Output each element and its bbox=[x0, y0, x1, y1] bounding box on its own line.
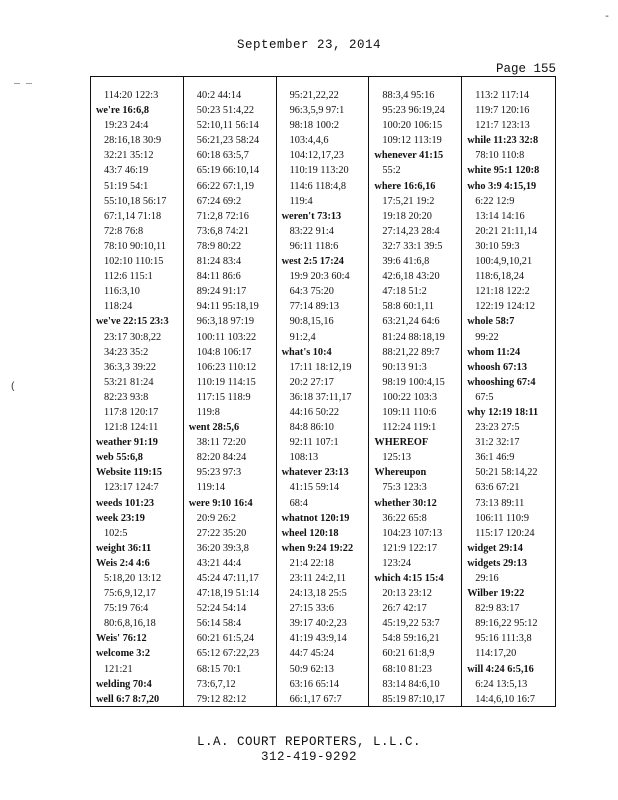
index-page-refs: 114:17,20 bbox=[475, 648, 517, 660]
index-page-refs: 109:11 110:6 bbox=[382, 406, 437, 418]
index-page-refs: 88:3,4 95:16 bbox=[382, 90, 435, 101]
index-headword: what's 10:4 bbox=[281, 346, 332, 358]
index-page-refs: 68:10 81:23 bbox=[382, 663, 432, 675]
index-page-refs: 95:23 97:3 bbox=[196, 467, 242, 479]
index-page-refs: 100:4,9,10,21 bbox=[475, 256, 533, 268]
index-headword: whom 11:24 bbox=[467, 346, 521, 358]
index-page-refs: 89:24 91:17 bbox=[196, 286, 247, 298]
index-headword: who 3:9 4:15,19 bbox=[467, 180, 537, 192]
index-page-refs: 36:20 39:3,8 bbox=[196, 542, 249, 554]
index-column-4 bbox=[369, 77, 462, 706]
index-column-3 bbox=[277, 77, 370, 706]
index-page-refs: 73:6,8 74:21 bbox=[196, 225, 249, 237]
index-page-refs: 118:6,18,24 bbox=[475, 271, 525, 283]
index-headword: were 9:10 16:4 bbox=[188, 497, 253, 509]
index-headword: weight 36:11 bbox=[96, 542, 152, 554]
index-page-refs: 98:19 100:4,15 bbox=[382, 376, 445, 388]
index-page-refs: 121:7 123:13 bbox=[475, 120, 530, 132]
index-page-refs: 83:22 91:4 bbox=[289, 225, 334, 237]
index-page-refs: 36:1 46:9 bbox=[475, 452, 515, 464]
index-page-refs: 38:11 72:20 bbox=[196, 437, 246, 449]
index-headword: will 4:24 6:5,16 bbox=[467, 663, 534, 675]
index-page-refs: 52:24 54:14 bbox=[196, 603, 247, 615]
index-page-refs: 50:9 62:13 bbox=[289, 663, 334, 675]
index-page-refs: 95:23 96:19,24 bbox=[382, 105, 445, 117]
index-page-refs: 39:6 41:6,8 bbox=[382, 256, 430, 268]
index-headword: whatever 23:13 bbox=[281, 467, 349, 479]
index-page-refs: 73:6,7,12 bbox=[196, 678, 236, 690]
index-page-refs: 113:2 117:14 bbox=[475, 90, 530, 101]
index-page-refs: 92:11 107:1 bbox=[289, 437, 339, 449]
index-headword: welding 70:4 bbox=[96, 678, 152, 690]
index-headword: web 55:6,8 bbox=[96, 452, 143, 464]
index-page-refs: 29:16 bbox=[475, 573, 499, 584]
index-column-1 bbox=[91, 77, 184, 706]
index-page-refs: 19:18 20:20 bbox=[382, 210, 432, 222]
index-page-refs: 96:3,18 97:19 bbox=[196, 316, 255, 328]
index-page-refs: 78:10 90:10,11 bbox=[104, 240, 166, 252]
index-page-refs: 60:18 63:5,7 bbox=[196, 150, 249, 162]
index-page-refs: 78:9 80:22 bbox=[196, 240, 242, 252]
index-page-refs: 14:4,6,10 16:7 bbox=[475, 693, 535, 705]
page-number: Page 155 bbox=[496, 62, 557, 76]
index-page-refs: 28:16,18 30:9 bbox=[104, 135, 162, 147]
index-page-refs: 81:24 88:18,19 bbox=[382, 331, 445, 343]
index-page-refs: 27:22 35:20 bbox=[196, 527, 247, 539]
index-page-refs: 6:22 12:9 bbox=[475, 195, 515, 207]
index-headword: widgets 29:13 bbox=[467, 557, 527, 569]
index-page-refs: 41:19 43:9,14 bbox=[289, 633, 347, 645]
index-column-5 bbox=[462, 77, 555, 706]
index-page-refs: 32:7 33:1 39:5 bbox=[382, 240, 443, 252]
index-page-refs: 102:5 bbox=[104, 527, 128, 539]
index-headword: Website 119:15 bbox=[96, 467, 163, 479]
index-headword: Weis' 76:12 bbox=[96, 633, 147, 645]
index-page-refs: 117:15 118:9 bbox=[196, 391, 251, 403]
index-page-refs: 17:5,21 19:2 bbox=[382, 195, 435, 207]
index-page-refs: 104:23 107:13 bbox=[382, 527, 443, 539]
index-page-refs: 84:8 86:10 bbox=[289, 422, 334, 434]
index-page-refs: 108:13 bbox=[289, 452, 319, 464]
index-page-refs: 115:17 120:24 bbox=[475, 527, 535, 539]
index-page-refs: 68:15 70:1 bbox=[196, 663, 242, 675]
index-page-refs: 118:24 bbox=[104, 301, 133, 313]
index-headword: we've 22:15 23:3 bbox=[96, 316, 169, 328]
index-headword: Wilber 19:22 bbox=[467, 588, 525, 600]
index-page-refs: 100:20 106:15 bbox=[382, 120, 443, 132]
index-headword: when 9:24 19:22 bbox=[281, 542, 354, 554]
index-page-refs: 81:24 83:4 bbox=[196, 256, 242, 268]
index-page-refs: 75:3 123:3 bbox=[382, 482, 427, 494]
index-page-refs: 103:4,4,6 bbox=[289, 135, 329, 147]
index-page-refs: 20:9 26:2 bbox=[196, 512, 236, 524]
index-page-refs: 36:22 65:8 bbox=[382, 512, 427, 524]
index-headword: wheel 120:18 bbox=[281, 527, 339, 539]
index-page-refs: 67:24 69:2 bbox=[196, 195, 242, 207]
index-page-refs: 73:13 89:11 bbox=[475, 497, 525, 509]
index-page-refs: 116:3,10 bbox=[104, 286, 140, 298]
index-page-refs: 123:24 bbox=[382, 557, 411, 569]
index-page-refs: 19:9 20:3 60:4 bbox=[289, 271, 350, 283]
index-page-refs: 88:21,22 89:7 bbox=[382, 346, 440, 358]
index-page-refs: 112:24 119:1 bbox=[382, 422, 437, 434]
index-headword: weeds 101:23 bbox=[96, 497, 155, 509]
index-page-refs: 104:8 106:17 bbox=[196, 346, 252, 358]
index-page-refs: 60:21 61:5,24 bbox=[196, 633, 255, 645]
index-page-refs: 65:12 67:22,23 bbox=[196, 648, 260, 660]
index-page-refs: 36:3,3 39:22 bbox=[104, 361, 157, 373]
index-page-refs: 58:8 60:1,11 bbox=[382, 301, 435, 313]
index-page-refs: 119:7 120:16 bbox=[475, 105, 530, 117]
index-page-refs: 106:23 110:12 bbox=[196, 361, 257, 373]
index-page-refs: 47:18,19 51:14 bbox=[196, 588, 260, 600]
index-page-refs: 96:11 118:6 bbox=[289, 240, 339, 252]
index-headword: went 28:5,6 bbox=[188, 422, 240, 434]
index-page-refs: 98:18 100:2 bbox=[289, 120, 340, 132]
index-page-refs: 52:10,11 56:14 bbox=[196, 120, 259, 132]
index-page-refs: 55:2 bbox=[382, 165, 401, 177]
index-page-refs: 68:4 bbox=[289, 497, 308, 509]
index-headword: which 4:15 15:4 bbox=[374, 573, 444, 584]
index-page-refs: 45:19,22 53:7 bbox=[382, 618, 440, 630]
index-page-refs: 83:14 84:6,10 bbox=[382, 678, 440, 690]
index-page-refs: 94:11 95:18,19 bbox=[196, 301, 259, 313]
index-headword: weren't 73:13 bbox=[281, 210, 342, 222]
index-page-refs: 43:21 44:4 bbox=[196, 557, 242, 569]
index-page-refs: 19:23 24:4 bbox=[104, 120, 149, 132]
index-page-refs: 106:11 110:9 bbox=[475, 512, 530, 524]
index-page-refs: 43:7 46:19 bbox=[104, 165, 149, 177]
index-headword: widget 29:14 bbox=[467, 542, 523, 554]
index-page-refs: 72:8 76:8 bbox=[104, 225, 144, 237]
index-page-refs: 67:5 bbox=[475, 391, 494, 403]
index-page-refs: 6:24 13:5,13 bbox=[475, 678, 528, 690]
index-page-refs: 44:16 50:22 bbox=[289, 406, 340, 418]
index-page-refs: 84:11 86:6 bbox=[196, 271, 241, 283]
index-page-refs: 23:23 27:5 bbox=[475, 422, 520, 434]
index-page-refs: 55:10,18 56:17 bbox=[104, 195, 167, 207]
index-page-refs: 110:19 113:20 bbox=[289, 165, 349, 177]
index-page-refs: 63:16 65:14 bbox=[289, 678, 340, 690]
index-page-refs: 114:20 122:3 bbox=[104, 90, 159, 101]
margin-mark: _ _ bbox=[14, 76, 33, 87]
index-page-refs: 63:6 67:21 bbox=[475, 482, 520, 494]
index-page-refs: 102:10 110:15 bbox=[104, 256, 164, 268]
footer-company: L.A. COURT REPORTERS, L.L.C. bbox=[196, 735, 422, 749]
index-page-refs: 30:10 59:3 bbox=[475, 240, 520, 252]
index-page-refs: 110:19 114:15 bbox=[196, 376, 256, 388]
index-page-refs: 119:4 bbox=[289, 195, 313, 207]
index-page-refs: 95:21,22,22 bbox=[289, 90, 339, 101]
index-page-refs: 5:18,20 13:12 bbox=[104, 573, 162, 584]
index-page-refs: 17:11 18:12,19 bbox=[289, 361, 352, 373]
index-page-refs: 39:17 40:2,23 bbox=[289, 618, 347, 630]
index-page-refs: 66:22 67:1,19 bbox=[196, 180, 255, 192]
index-page-refs: 54:8 59:16,21 bbox=[382, 633, 440, 645]
index-page-refs: 36:18 37:11,17 bbox=[289, 391, 352, 403]
index-page-refs: 26:7 42:17 bbox=[382, 603, 427, 615]
index-page-refs: 121:8 124:11 bbox=[104, 422, 159, 434]
index-page-refs: 79:12 82:12 bbox=[196, 693, 247, 705]
index-headword: Whereupon bbox=[374, 467, 427, 479]
index-page-refs: 121:18 122:2 bbox=[475, 286, 530, 298]
index-page-refs: 20:13 23:12 bbox=[382, 588, 432, 600]
index-page-refs: 80:6,8,16,18 bbox=[104, 618, 156, 630]
index-page-refs: 112:6 115:1 bbox=[104, 271, 153, 283]
index-headword: where 16:6,16 bbox=[374, 180, 436, 192]
index-headword: weather 91:19 bbox=[96, 437, 158, 449]
index-page-refs: 77:14 89:13 bbox=[289, 301, 340, 313]
index-page-refs: 96:3,5,9 97:1 bbox=[289, 105, 345, 117]
index-headword: whenever 41:15 bbox=[374, 150, 444, 162]
index-page-refs: 45:24 47:11,17 bbox=[196, 573, 259, 584]
index-page-refs: 53:21 81:24 bbox=[104, 376, 154, 388]
index-page-refs: 89:16,22 95:12 bbox=[475, 618, 538, 630]
index-page-refs: 51:19 54:1 bbox=[104, 180, 149, 192]
index-page-refs: 82:23 93:8 bbox=[104, 391, 149, 403]
index-page-refs: 42:6,18 43:20 bbox=[382, 271, 440, 283]
index-page-refs: 56:14 58:4 bbox=[196, 618, 242, 630]
index-page-refs: 109:12 113:19 bbox=[382, 135, 442, 147]
index-headword: whooshing 67:4 bbox=[467, 376, 536, 388]
index-page-refs: 63:21,24 64:6 bbox=[382, 316, 440, 328]
index-page-refs: 24:13,18 25:5 bbox=[289, 588, 347, 600]
index-page-refs: 23:17 30:8,22 bbox=[104, 331, 162, 343]
index-page-refs: 47:18 51:2 bbox=[382, 286, 427, 298]
index-page-refs: 99:22 bbox=[475, 331, 499, 343]
index-page-refs: 100:11 103:22 bbox=[196, 331, 257, 343]
index-page-refs: 66:1,17 67:7 bbox=[289, 693, 342, 705]
index-headword: well 6:7 8:7,20 bbox=[96, 693, 160, 705]
index-page-refs: 117:8 120:17 bbox=[104, 406, 159, 418]
index-headword: why 12:19 18:11 bbox=[467, 406, 539, 418]
transcript-date: September 23, 2014 bbox=[236, 38, 382, 52]
index-page-refs: 21:4 22:18 bbox=[289, 557, 334, 569]
index-headword: whatnot 120:19 bbox=[281, 512, 350, 524]
index-page-refs: 95:16 111:3,8 bbox=[475, 633, 532, 645]
index-page-refs: 40:2 44:14 bbox=[196, 90, 242, 101]
index-column-2 bbox=[184, 77, 277, 706]
index-page-refs: 64:3 75:20 bbox=[289, 286, 334, 298]
index-page-refs: 90:13 91:3 bbox=[382, 361, 427, 373]
index-page-refs: 71:2,8 72:16 bbox=[196, 210, 249, 222]
index-page-refs: 75:6,9,12,17 bbox=[104, 588, 156, 600]
margin-mark: ( bbox=[10, 382, 17, 393]
index-headword: WHEREOF bbox=[374, 437, 429, 449]
index-page-refs: 56:21,23 58:24 bbox=[196, 135, 260, 147]
index-page-refs: 60:21 61:8,9 bbox=[382, 648, 435, 660]
index-page-refs: 67:1,14 71:18 bbox=[104, 210, 162, 222]
index-headword: west 2:5 17:24 bbox=[281, 256, 344, 268]
index-headword: whoosh 67:13 bbox=[467, 361, 527, 373]
index-page-refs: 119:8 bbox=[196, 406, 220, 418]
index-page-refs: 90:8,15,16 bbox=[289, 316, 334, 328]
index-page-refs: 65:19 66:10,14 bbox=[196, 165, 260, 177]
index-page-refs: 78:10 110:8 bbox=[475, 150, 525, 162]
index-headword: Weis 2:4 4:6 bbox=[96, 557, 150, 569]
index-page-refs: 31:2 32:17 bbox=[475, 437, 520, 449]
index-page-refs: 32:21 35:12 bbox=[104, 150, 154, 162]
margin-mark: - bbox=[604, 12, 611, 23]
index-headword: we're 16:6,8 bbox=[96, 105, 149, 117]
index-headword: whole 58:7 bbox=[467, 316, 515, 328]
index-page-refs: 27:14,23 28:4 bbox=[382, 225, 440, 237]
index-page-refs: 23:11 24:2,11 bbox=[289, 573, 347, 584]
index-page-refs: 125:13 bbox=[382, 452, 411, 464]
index-page-refs: 13:14 14:16 bbox=[475, 210, 525, 222]
index-page-refs: 50:21 58:14,22 bbox=[475, 467, 538, 479]
index-page-refs: 50:23 51:4,22 bbox=[196, 105, 255, 117]
footer-phone: 312-419-9292 bbox=[260, 750, 357, 764]
index-page-refs: 41:15 59:14 bbox=[289, 482, 340, 494]
index-page-refs: 123:17 124:7 bbox=[104, 482, 159, 494]
index-page-refs: 121:21 bbox=[104, 663, 133, 675]
index-headword: week 23:19 bbox=[96, 512, 145, 524]
index-headword: whether 30:12 bbox=[374, 497, 437, 509]
index-headword: welcome 3:2 bbox=[96, 648, 151, 660]
index-page-refs: 44:7 45:24 bbox=[289, 648, 334, 660]
index-page-refs: 27:15 33:6 bbox=[289, 603, 334, 615]
index-page-refs: 114:6 118:4,8 bbox=[289, 180, 347, 192]
index-page-refs: 75:19 76:4 bbox=[104, 603, 149, 615]
index-page-refs: 122:19 124:12 bbox=[475, 301, 535, 313]
index-page-refs: 85:19 87:10,17 bbox=[382, 693, 445, 705]
index-page-refs: 82:9 83:17 bbox=[475, 603, 520, 615]
index-headword: while 11:23 32:8 bbox=[467, 135, 539, 147]
index-page-refs: 121:9 122:17 bbox=[382, 542, 438, 554]
index-page-refs: 119:14 bbox=[196, 482, 226, 494]
index-page-refs: 91:2,4 bbox=[289, 331, 316, 343]
index-page-refs: 104:12,17,23 bbox=[289, 150, 344, 162]
word-index-table bbox=[90, 76, 556, 707]
index-headword: white 95:1 120:8 bbox=[467, 165, 540, 177]
index-page-refs: 20:21 21:11,14 bbox=[475, 225, 538, 237]
index-page-refs: 82:20 84:24 bbox=[196, 452, 247, 464]
index-page-refs: 100:22 103:3 bbox=[382, 391, 438, 403]
index-page-refs: 34:23 35:2 bbox=[104, 346, 149, 358]
index-page-refs: 20:2 27:17 bbox=[289, 376, 334, 388]
